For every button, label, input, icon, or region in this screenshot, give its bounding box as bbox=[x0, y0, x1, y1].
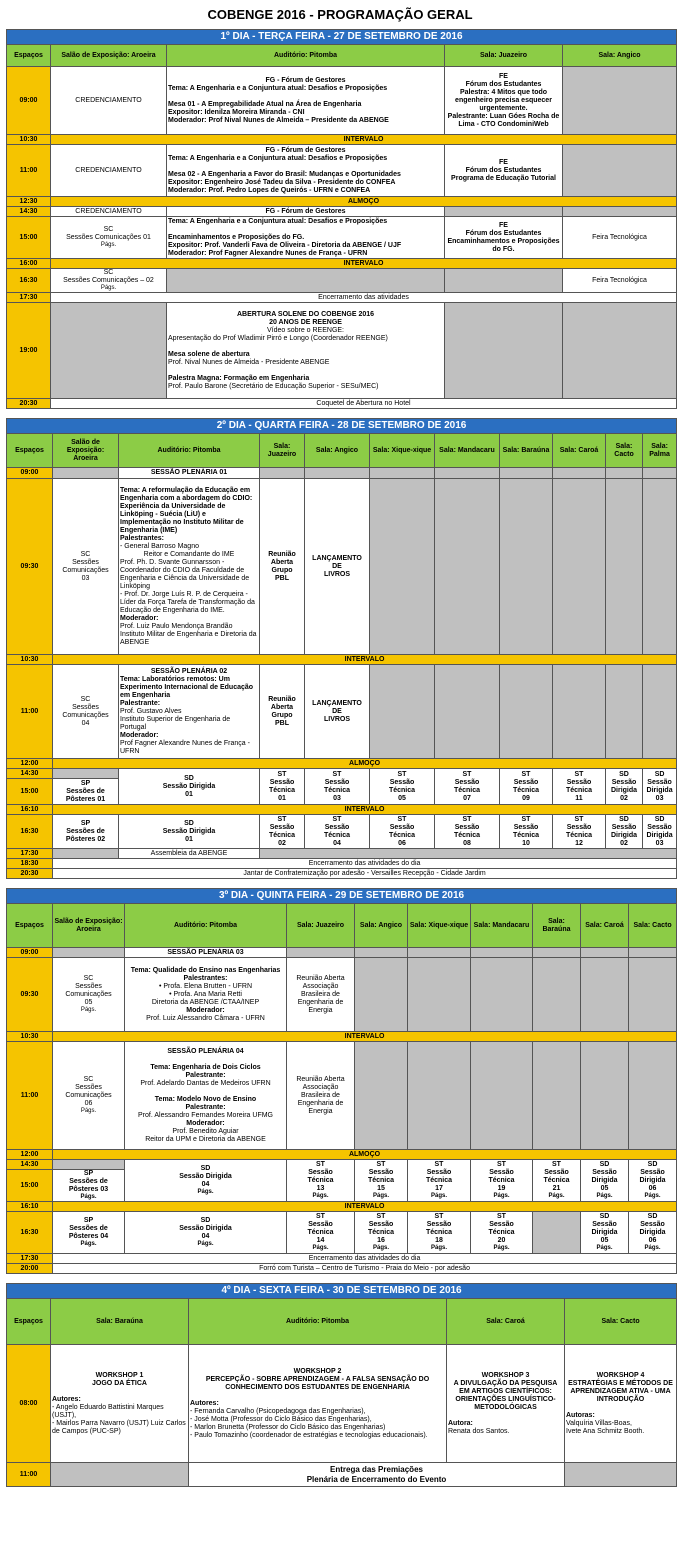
session-plenaria-01: Tema: A reformulação da Educação em Engenharia com a abordagem do CDIO: Experiência da Universidade de Linköping - Suécia (LiU) e Implementação no Instituto Militar de Engenharia (IME) Palestrantes: - General Barroso Magno Reitor e Comandante do IME Prof. Ph. D. Svante Gunnarsson - Coordenador do CDIO da Faculdade de Engenharia e Ciência da Universidade de Linköping - Prof. Dr. Jorge Luís R. P. de Cerqueira - Líder da Força Tarefa de Transformação da Educação de Engenharia do IME. Moderador: Prof. Luiz Paulo Mendonça Brandão Instituto Militar de Engenharia e Diretoria da ABENGE bbox=[119, 479, 260, 655]
day2-header: 2º DIA - QUARTA FEIRA - 28 DE SETEMBRO DE 2016 bbox=[7, 419, 677, 434]
empty-cell bbox=[606, 468, 643, 479]
col-aroeira: Salão de Exposição: Aroeira bbox=[53, 904, 125, 948]
reuniao-pbl: Reunião Aberta Grupo PBL bbox=[260, 665, 305, 759]
feira-tecnologica: Feira Tecnológica bbox=[563, 269, 677, 293]
col-palma: Sala: Palma bbox=[643, 434, 677, 468]
empty-cell bbox=[408, 958, 471, 1032]
empty-cell bbox=[435, 468, 500, 479]
plenaria-01-label: SESSÃO PLENÁRIA 01 bbox=[119, 468, 260, 479]
time-slot: 20:30 bbox=[7, 399, 51, 409]
session-st-13: ST Sessão Técnica 13 Págs. bbox=[287, 1160, 355, 1202]
time-slot: 09:00 bbox=[7, 468, 53, 479]
empty-cell bbox=[643, 468, 677, 479]
session-sd-06: SD Sessão Dirigida 06 Págs. bbox=[629, 1212, 677, 1254]
session-sc04: SC Sessões Comunicações 04 bbox=[53, 665, 119, 759]
session-sd-05: SD Sessão Dirigida 05 Págs. bbox=[581, 1160, 629, 1202]
empty-cell bbox=[533, 1042, 581, 1150]
time-slot: 09:00 bbox=[7, 948, 53, 958]
time-slot: 19:00 bbox=[7, 303, 51, 399]
coquetel-row: Coquetel de Abertura no Hotel bbox=[51, 399, 677, 409]
empty-cell bbox=[563, 207, 677, 217]
session-st-15: ST Sessão Técnica 15 Págs. bbox=[355, 1160, 408, 1202]
credenciamento-cell: CREDENCIAMENTO bbox=[51, 67, 167, 135]
reuniao-energia: Reunião Aberta Associação Brasileira de Engenharia de Energia bbox=[287, 958, 355, 1032]
empty-cell bbox=[370, 665, 435, 759]
empty-cell bbox=[355, 1042, 408, 1150]
intervalo-band: INTERVALO bbox=[53, 1032, 677, 1042]
session-sc05: SC Sessões Comunicações 05 Págs. bbox=[53, 958, 125, 1032]
empty-cell bbox=[629, 1042, 677, 1150]
session-st-07: ST Sessão Técnica 07 bbox=[435, 769, 500, 805]
day1-table bbox=[6, 29, 677, 409]
session-sd01: SD Sessão Dirigida 01 bbox=[119, 815, 260, 849]
session-plenaria-04: SESSÃO PLENÁRIA 04 Tema: Engenharia de Dois Ciclos Palestrante: Prof. Adelardo Dantas de Medeiros UFRN Tema: Modelo Novo de Ensino Palestrante: Prof. Alessandro Fernandes Moreira UFMG Moderador: Prof. Benedito Aguiar Reitor da UPM e Diretoria da ABENGE bbox=[125, 1042, 287, 1150]
session-sd04: SD Sessão Dirigida 04 Págs. bbox=[125, 1212, 287, 1254]
col-barauna: Sala: Baraúna bbox=[533, 904, 581, 948]
col-mandacaru: Sala: Mandacaru bbox=[471, 904, 533, 948]
reuniao-pbl: Reunião Aberta Grupo PBL bbox=[260, 479, 305, 655]
fg-label: FG - Fórum de Gestores bbox=[167, 207, 445, 217]
col-cacto: Sala: Cacto bbox=[629, 904, 677, 948]
day1-header: 1º DIA - TERÇA FEIRA - 27 DE SETEMBRO DE 2016 bbox=[7, 30, 677, 45]
time-slot: 12:00 bbox=[7, 759, 53, 769]
time-slot: 16:30 bbox=[7, 815, 53, 849]
session-sc03: SC Sessões Comunicações 03 bbox=[53, 479, 119, 655]
empty-cell bbox=[260, 849, 677, 859]
empty-cell bbox=[581, 1042, 629, 1150]
session-plenaria-02: SESSÃO PLENÁRIA 02 Tema: Laboratórios remotos: Um Experimento Internacional de Educação em Engenharia Palestrante: Prof. Gustavo Alves Instituto Superior de Engenharia de Portugal Moderador: Prof Fagner Alexandre Nunes de França - UFRN bbox=[119, 665, 260, 759]
col-juazeiro: Sala: Juazeiro bbox=[260, 434, 305, 468]
empty-cell bbox=[445, 303, 563, 399]
workshop-3: WORKSHOP 3 A DIVULGAÇÃO DA PESQUISA EM ARTIGOS CIENTÍFICOS: ORIENTAÇÕES LINGUÍSTICO-METODOLÓGICAS Autora: Renata dos Santos. bbox=[447, 1345, 565, 1463]
session-sd-06: SD Sessão Dirigida 06 Págs. bbox=[629, 1160, 677, 1202]
time-slot: 09:30 bbox=[7, 479, 53, 655]
time-slot: 14:30 bbox=[7, 207, 51, 217]
session-sd-02: SD Sessão Dirigida 02 bbox=[606, 769, 643, 805]
col-mandacaru: Sala: Mandacaru bbox=[435, 434, 500, 468]
col-xique-xique: Sala: Xique-xique bbox=[370, 434, 435, 468]
empty-cell bbox=[629, 958, 677, 1032]
time-slot: 12:00 bbox=[7, 1150, 53, 1160]
day3-table bbox=[6, 888, 677, 1274]
empty-cell bbox=[305, 468, 370, 479]
session-st-21: ST Sessão Técnica 21 Págs. bbox=[533, 1160, 581, 1202]
empty-cell bbox=[260, 468, 305, 479]
time-slot: 18:30 bbox=[7, 859, 53, 869]
empty-cell bbox=[565, 1463, 677, 1487]
time-slot: 12:30 bbox=[7, 197, 51, 207]
empty-cell bbox=[563, 67, 677, 135]
encerramento-evento: Entrega das Premiações Plenária de Encerramento do Evento bbox=[189, 1463, 565, 1487]
credenciamento-cell: CREDENCIAMENTO bbox=[51, 207, 167, 217]
empty-cell bbox=[553, 665, 606, 759]
time-slot: 16:30 bbox=[7, 269, 51, 293]
encerramento-row: Encerramento das atividades do dia bbox=[53, 1254, 677, 1264]
workshop-1: WORKSHOP 1 JOGO DA ÉTICA Autores: - Angelo Eduardo Battistini Marques (USJT), - Mairlos Parra Navarro (USJT) Luiz Carlos de Campos (PUC-SP) bbox=[51, 1345, 189, 1463]
empty-cell bbox=[435, 665, 500, 759]
empty-cell bbox=[51, 1463, 189, 1487]
time-slot: 11:00 bbox=[7, 665, 53, 759]
session-st-16: ST Sessão Técnica 16 Págs. bbox=[355, 1212, 408, 1254]
session-abertura-solene: ABERTURA SOLENE DO COBENGE 2016 20 ANOS DE REENGE Vídeo sobre o REENGE: Apresentação do Prof Wladimir Pirró e Longo (Coordenador REENGE) Mesa solene de abertura Prof. Nival Nunes de Almeida - Presidente ABENGE Palestra Magna: Formação em Engenharia Prof. Paulo Barone (Secretário de Educação Superior - SESu/MEC) bbox=[167, 303, 445, 399]
session-sd-02: SD Sessão Dirigida 02 bbox=[606, 815, 643, 849]
almoco-band: ALMOÇO bbox=[53, 759, 677, 769]
session-sp03: SP Sessões de Pôsteres 03 Págs. bbox=[53, 1170, 125, 1202]
time-slot: 15:00 bbox=[7, 217, 51, 259]
empty-cell bbox=[53, 769, 119, 779]
col-pitomba: Auditório: Pitomba bbox=[119, 434, 260, 468]
time-slot: 16:00 bbox=[7, 259, 51, 269]
almoco-band: ALMOÇO bbox=[51, 197, 677, 207]
day3-header: 3º DIA - QUINTA FEIRA - 29 DE SETEMBRO DE 2016 bbox=[7, 889, 677, 904]
day2-table bbox=[6, 418, 677, 879]
col-juazeiro: Sala: Juazeiro bbox=[287, 904, 355, 948]
empty-cell bbox=[563, 303, 677, 399]
session-sc02: SC Sessões Comunicações – 02 Págs. bbox=[51, 269, 167, 293]
empty-cell bbox=[445, 269, 563, 293]
empty-cell bbox=[606, 479, 643, 655]
session-st-06: ST Sessão Técnica 06 bbox=[370, 815, 435, 849]
session-st-10: ST Sessão Técnica 10 bbox=[500, 815, 553, 849]
assembleia-abenge: Assembleia da ABENGE bbox=[119, 849, 260, 859]
empty-cell bbox=[500, 468, 553, 479]
time-slot: 09:30 bbox=[7, 958, 53, 1032]
time-slot: 20:00 bbox=[7, 1264, 53, 1274]
session-st-03: ST Sessão Técnica 03 bbox=[305, 769, 370, 805]
feira-tecnologica: Feira Tecnológica bbox=[563, 217, 677, 259]
session-st-01: ST Sessão Técnica 01 bbox=[260, 769, 305, 805]
empty-cell bbox=[563, 145, 677, 197]
forro-row: Forró com Turista – Centro de Turismo - Praia do Meio - por adesão bbox=[53, 1264, 677, 1274]
empty-cell bbox=[500, 665, 553, 759]
session-st-09: ST Sessão Técnica 09 bbox=[500, 769, 553, 805]
time-slot: 10:30 bbox=[7, 655, 53, 665]
session-st-12: ST Sessão Técnica 12 bbox=[553, 815, 606, 849]
col-cacto: Sala: Cacto bbox=[606, 434, 643, 468]
time-slot: 20:30 bbox=[7, 869, 53, 879]
jantar-row: Jantar de Confraternização por adesão - Versailles Recepção - Cidade Jardim bbox=[53, 869, 677, 879]
empty-cell bbox=[471, 948, 533, 958]
empty-cell bbox=[553, 468, 606, 479]
session-st-14: ST Sessão Técnica 14 Págs. bbox=[287, 1212, 355, 1254]
col-angico: Sala: Angico bbox=[355, 904, 408, 948]
empty-cell bbox=[500, 479, 553, 655]
session-sc01: SC Sessões Comunicações 01 Págs. bbox=[51, 217, 167, 259]
encerramento-row: Encerramento das atividades do dia bbox=[53, 859, 677, 869]
empty-cell bbox=[435, 479, 500, 655]
reuniao-energia: Reunião Aberta Associação Brasileira de Engenharia de Energia bbox=[287, 1042, 355, 1150]
time-slot: 16:30 bbox=[7, 1212, 53, 1254]
col-caroa: Sala: Caroá bbox=[447, 1299, 565, 1345]
empty-cell bbox=[370, 468, 435, 479]
empty-cell bbox=[53, 468, 119, 479]
almoco-band: ALMOÇO bbox=[53, 1150, 677, 1160]
session-st-18: ST Sessão Técnica 18 Págs. bbox=[408, 1212, 471, 1254]
empty-cell bbox=[355, 958, 408, 1032]
col-angico: Sala: Angico bbox=[563, 45, 677, 67]
time-slot: 09:00 bbox=[7, 67, 51, 135]
session-st-17: ST Sessão Técnica 17 Págs. bbox=[408, 1160, 471, 1202]
col-barauna: Sala: Baraúna bbox=[51, 1299, 189, 1345]
empty-cell bbox=[408, 1042, 471, 1150]
time-slot: 17:30 bbox=[7, 849, 53, 859]
empty-cell bbox=[53, 948, 125, 958]
time-slot: 16:10 bbox=[7, 1202, 53, 1212]
session-st-08: ST Sessão Técnica 08 bbox=[435, 815, 500, 849]
session-plenaria-03: Tema: Qualidade do Ensino nas Engenharias Palestrantes: • Profa. Elena Brutten - UFRN • Profa. Ana Maria Retti Diretoria da ABENGE /CTAA/INEP Moderador: Prof. Luiz Alessandro Câmara - UFRN bbox=[125, 958, 287, 1032]
empty-cell bbox=[471, 958, 533, 1032]
session-fg-mesa01: FG - Fórum de Gestores Tema: A Engenharia e a Conjuntura atual: Desafios e Proposições Mesa 01 - A Empregabilidade Atual na Área de Engenharia Expositor: Idenilza Moreira Miranda - CNI Moderador: Prof Nival Nunes de Almeida – Presidente da ABENGE bbox=[167, 67, 445, 135]
session-sp04: SP Sessões de Pôsteres 04 Págs. bbox=[53, 1212, 125, 1254]
time-slot: 14:30 bbox=[7, 769, 53, 779]
col-pitomba: Auditório: Pitomba bbox=[125, 904, 287, 948]
empty-cell bbox=[643, 479, 677, 655]
empty-cell bbox=[370, 479, 435, 655]
col-barauna: Sala: Baraúna bbox=[500, 434, 553, 468]
session-fg-mesa02: FG - Fórum de Gestores Tema: A Engenharia e a Conjuntura atual: Desafios e Proposições Mesa 02 - A Engenharia a Favor do Brasil: Mudanças e Oportunidades Expositor: Engenheiro José Tadeu da Silva - Presidente do CONFEA Moderador: Prof. Pedro Lopes de Queirós - UFRN e CONFEA bbox=[167, 145, 445, 197]
session-fe-encaminhamentos: FE Fórum dos Estudantes Encaminhamentos e Proposições do FG. bbox=[445, 217, 563, 259]
empty-cell bbox=[408, 948, 471, 958]
empty-cell bbox=[355, 948, 408, 958]
empty-cell bbox=[629, 948, 677, 958]
empty-cell bbox=[167, 269, 445, 293]
lancamento-livros: LANÇAMENTO DE LIVROS bbox=[305, 479, 370, 655]
session-fg-encaminhamentos: Tema: A Engenharia e a Conjuntura atual: Desafios e Proposições Encaminhamentos e Proposições do FG. Expositor: Prof. Vanderli Fava de Oliveira - Diretoria da ABENGE / UJF Moderador: Prof Fagner Alexandre Nunes de França - UFRN bbox=[167, 217, 445, 259]
time-slot: 08:00 bbox=[7, 1345, 51, 1463]
intervalo-band: INTERVALO bbox=[51, 259, 677, 269]
intervalo-band: INTERVALO bbox=[53, 655, 677, 665]
session-st-20: ST Sessão Técnica 20 Págs. bbox=[471, 1212, 533, 1254]
page-title: COBENGE 2016 - PROGRAMAÇÃO GERAL bbox=[207, 7, 473, 22]
session-st-11: ST Sessão Técnica 11 bbox=[553, 769, 606, 805]
empty-cell bbox=[643, 665, 677, 759]
col-xique-xique: Sala: Xique-xique bbox=[408, 904, 471, 948]
time-slot: 15:00 bbox=[7, 779, 53, 805]
intervalo-band: INTERVALO bbox=[53, 805, 677, 815]
session-st-04: ST Sessão Técnica 04 bbox=[305, 815, 370, 849]
empty-cell bbox=[287, 948, 355, 958]
empty-cell bbox=[581, 958, 629, 1032]
empty-cell bbox=[471, 1042, 533, 1150]
session-sd01: SD Sessão Dirigida 01 bbox=[119, 769, 260, 805]
session-sc06: SC Sessões Comunicações 06 Págs. bbox=[53, 1042, 125, 1150]
session-sd04: SD Sessão Dirigida 04 Págs. bbox=[125, 1160, 287, 1202]
credenciamento-cell: CREDENCIAMENTO bbox=[51, 145, 167, 197]
time-slot: 14:30 bbox=[7, 1160, 53, 1170]
intervalo-band: INTERVALO bbox=[51, 135, 677, 145]
workshop-4: WORKSHOP 4 ESTRATÉGIAS E MÉTODOS DE APRENDIZAGEM ATIVA - UMA INTRODUÇÃO Autoras: Valquíria Villas-Boas, Ivete Ana Schmitz Booth. bbox=[565, 1345, 677, 1463]
col-caroa: Sala: Caroá bbox=[553, 434, 606, 468]
empty-cell bbox=[606, 665, 643, 759]
session-sp01: SP Sessões de Pôsteres 01 bbox=[53, 779, 119, 805]
col-espacos: Espaços bbox=[7, 904, 53, 948]
session-fe-palestra: FE Fórum dos Estudantes Palestra: 4 Mitos que todo engenheiro precisa esquecer urgentemente. Palestrante: Luan Góes Rocha de Lima - CTO CondominiWeb bbox=[445, 67, 563, 135]
empty-cell bbox=[533, 948, 581, 958]
col-pitomba: Auditório: Pitomba bbox=[167, 45, 445, 67]
empty-cell bbox=[445, 207, 563, 217]
empty-cell bbox=[553, 479, 606, 655]
empty-cell bbox=[581, 948, 629, 958]
col-angico: Sala: Angico bbox=[305, 434, 370, 468]
session-sp02: SP Sessões de Pôsteres 02 bbox=[53, 815, 119, 849]
time-slot: 17:30 bbox=[7, 293, 51, 303]
time-slot: 15:00 bbox=[7, 1170, 53, 1202]
intervalo-band: INTERVALO bbox=[53, 1202, 677, 1212]
col-caroa: Sala: Caroá bbox=[581, 904, 629, 948]
col-espacos: Espaços bbox=[7, 45, 51, 67]
col-espacos: Espaços bbox=[7, 434, 53, 468]
session-st-05: ST Sessão Técnica 05 bbox=[370, 769, 435, 805]
empty-cell bbox=[533, 1212, 581, 1254]
session-st-19: ST Sessão Técnica 19 Págs. bbox=[471, 1160, 533, 1202]
col-juazeiro: Sala: Juazeiro bbox=[445, 45, 563, 67]
plenaria-03-label: SESSÃO PLENÁRIA 03 bbox=[125, 948, 287, 958]
empty-cell bbox=[53, 1160, 125, 1170]
col-pitomba: Auditório: Pitomba bbox=[189, 1299, 447, 1345]
encerramento-row: Encerramento das atividades bbox=[51, 293, 677, 303]
col-aroeira: Salão de Exposição: Aroeira bbox=[51, 45, 167, 67]
col-espacos: Espaços bbox=[7, 1299, 51, 1345]
time-slot: 11:00 bbox=[7, 1463, 51, 1487]
time-slot: 17:30 bbox=[7, 1254, 53, 1264]
lancamento-livros: LANÇAMENTO DE LIVROS bbox=[305, 665, 370, 759]
day4-table bbox=[6, 1283, 677, 1487]
time-slot: 16:10 bbox=[7, 805, 53, 815]
session-fe-pet: FE Fórum dos Estudantes Programa de Educação Tutorial bbox=[445, 145, 563, 197]
col-aroeira: Salão de Exposição: Aroeira bbox=[53, 434, 119, 468]
empty-cell bbox=[53, 849, 119, 859]
session-st-02: ST Sessão Técnica 02 bbox=[260, 815, 305, 849]
session-sd-05: SD Sessão Dirigida 05 Págs. bbox=[581, 1212, 629, 1254]
time-slot: 11:00 bbox=[7, 145, 51, 197]
col-cacto: Sala: Cacto bbox=[565, 1299, 677, 1345]
day4-header: 4º DIA - SEXTA FEIRA - 30 DE SETEMBRO DE 2016 bbox=[7, 1284, 677, 1299]
time-slot: 10:30 bbox=[7, 135, 51, 145]
workshop-2: WORKSHOP 2 PERCEPÇÃO - SOBRE APRENDIZAGEM - A FALSA SENSAÇÃO DO CONHECIMENTO DOS ESTUDANTES DE ENGENHARIA Autores: - Fernanda Carvalho (Psicopedagoga das Engenharias), - José Motta (Professor do Ciclo Básico das Engenharias), - Marlon Brunetta (Professor do Ciclo Básico das Engenharias) - Paulo Tomazinho (coordenador de estratégias e tecnologias educacionais). bbox=[189, 1345, 447, 1463]
session-sd-03: SD Sessão Dirigida 03 bbox=[643, 769, 677, 805]
time-slot: 10:30 bbox=[7, 1032, 53, 1042]
empty-cell bbox=[51, 303, 167, 399]
empty-cell bbox=[533, 958, 581, 1032]
time-slot: 11:00 bbox=[7, 1042, 53, 1150]
session-sd-03: SD Sessão Dirigida 03 bbox=[643, 815, 677, 849]
